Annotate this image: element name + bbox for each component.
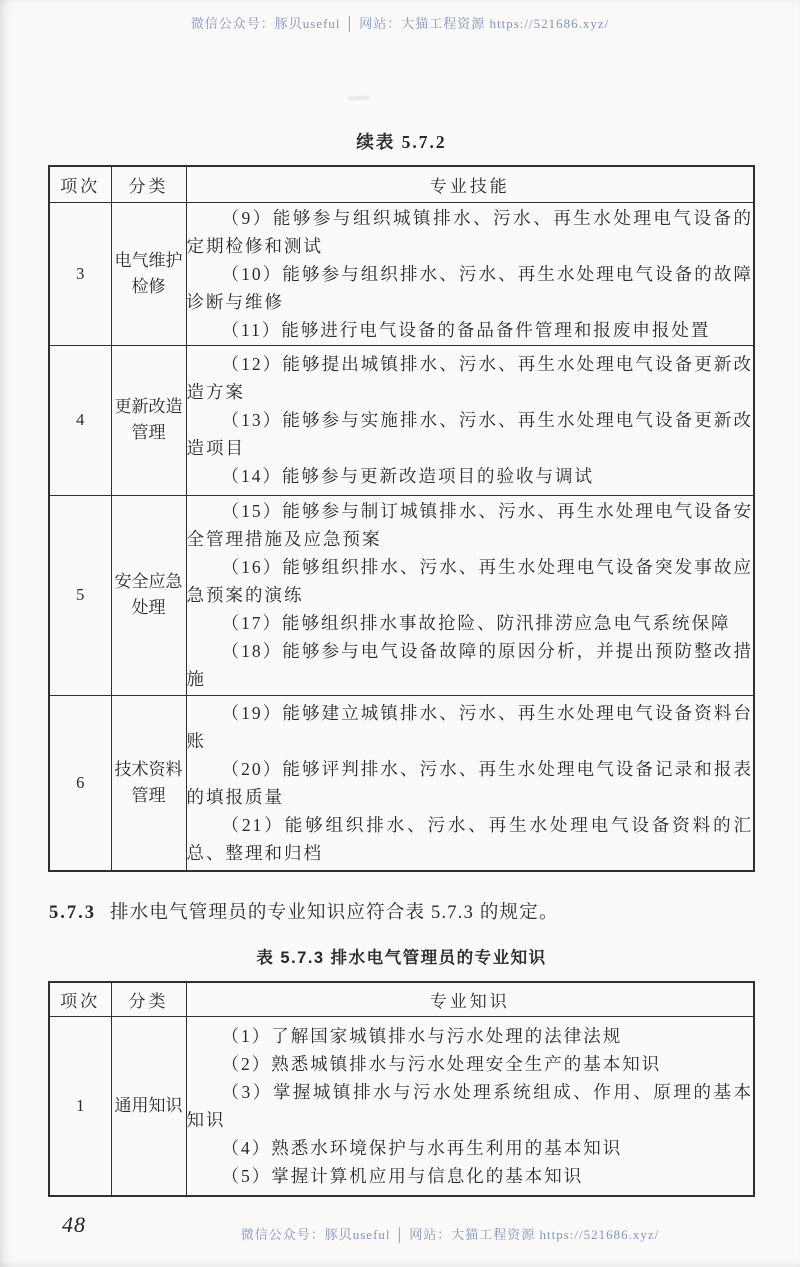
- item-text: （3）掌握城镇排水与污水处理系统组成、作用、原理的基本知识: [186, 1081, 753, 1130]
- column-header: 分类: [111, 166, 186, 202]
- item-text: （17）能够组织排水事故抢险、防汛排涝应急电气系统保障: [221, 613, 731, 633]
- item-text: （4）熟悉水环境保护与水再生利用的基本知识: [221, 1137, 623, 1158]
- item-text: （9）能够参与组织城镇排水、污水、再生水处理电气设备的定期检修和测试: [186, 207, 753, 256]
- column-header: 专业知识: [186, 982, 754, 1016]
- category-cell: 电气维护检修: [111, 202, 186, 345]
- row-index-cell: 6: [49, 695, 111, 871]
- category-cell: 通用知识: [111, 1016, 186, 1196]
- page-number: 48: [62, 1212, 86, 1237]
- item-text: （12）能够提出城镇排水、污水、再生水处理电气设备更新改造方案: [186, 354, 753, 402]
- row-index-cell: 1: [49, 1016, 111, 1196]
- watermark-top: 微信公众号：豚贝useful │ 网站：大猫工程资源 https://521686.xyz/: [190, 16, 610, 31]
- column-header: 专业技能: [186, 166, 754, 202]
- section-number: 5.7.3: [49, 903, 96, 923]
- category-cell: 技术资料管理: [111, 695, 186, 871]
- column-header: 项次: [49, 982, 111, 1016]
- items-cell: [186, 495, 754, 695]
- items-cell: [186, 345, 754, 495]
- item-text: （20）能够评判排水、污水、再生水处理电气设备记录和报表的填报质量: [186, 758, 753, 807]
- row-index-cell: 5: [49, 495, 111, 695]
- category-cell: 更新改造管理: [111, 345, 186, 495]
- table-row: [49, 202, 754, 345]
- table-row: [49, 345, 754, 495]
- item-text: （19）能够建立城镇排水、污水、再生水处理电气设备资料台账: [186, 702, 753, 751]
- table-row: [49, 495, 754, 695]
- item-text: （15）能够参与制订城镇排水、污水、再生水处理电气设备安全管理措施及应急预案: [186, 501, 753, 549]
- continued-table-caption: 续表 5.7.2: [356, 132, 447, 152]
- column-header: 项次: [49, 166, 111, 202]
- table-row: [49, 1016, 754, 1196]
- item-text: （21）能够组织排水、污水、再生水处理电气设备资料的汇总、整理和归档: [186, 814, 753, 863]
- item-text: （5）掌握计算机应用与信息化的基本知识: [221, 1165, 584, 1186]
- item-text: （2）熟悉城镇排水与污水处理安全生产的基本知识: [221, 1053, 662, 1074]
- skills-table-572: [48, 165, 755, 872]
- item-text: （16）能够组织排水、污水、再生水处理电气设备突发事故应急预案的演练: [186, 557, 753, 605]
- header-row: [49, 166, 754, 202]
- row-index-cell: 3: [49, 202, 111, 345]
- item-text: （13）能够参与实施排水、污水、再生水处理电气设备更新改造项目: [186, 410, 753, 458]
- section-text: 排水电气管理员的专业知识应符合表 5.7.3 的规定。: [110, 903, 559, 923]
- item-text: （10）能够参与组织排水、污水、再生水处理电气设备的故障诊断与维修: [186, 263, 753, 312]
- items-cell: [186, 695, 754, 871]
- category-cell: 安全应急处理: [111, 495, 186, 695]
- row-index-cell: 4: [49, 345, 111, 495]
- section-5-7-3: [49, 898, 761, 924]
- table-573-caption: 表 5.7.3 排水电气管理员的专业知识: [256, 949, 547, 967]
- items-cell: [186, 1016, 754, 1196]
- item-text: （14）能够参与更新改造项目的验收与调试: [221, 466, 594, 486]
- column-header: 分类: [111, 982, 186, 1016]
- item-text: （11）能够进行电气设备的备品备件管理和报废申报处置: [221, 319, 711, 340]
- item-text: （1）了解国家城镇排水与污水处理的法律法规: [221, 1025, 623, 1046]
- item-text: （18）能够参与电气设备故障的原因分析，并提出预防整改措施: [186, 641, 753, 689]
- table-row: [49, 695, 754, 871]
- watermark-bottom: 微信公众号：豚贝useful │ 网站：大猫工程资源 https://521686.xyz/: [240, 1227, 660, 1242]
- knowledge-table-573: [48, 981, 755, 1197]
- items-cell: [186, 202, 754, 345]
- header-row: [49, 982, 754, 1016]
- scan-artifact: [348, 95, 370, 101]
